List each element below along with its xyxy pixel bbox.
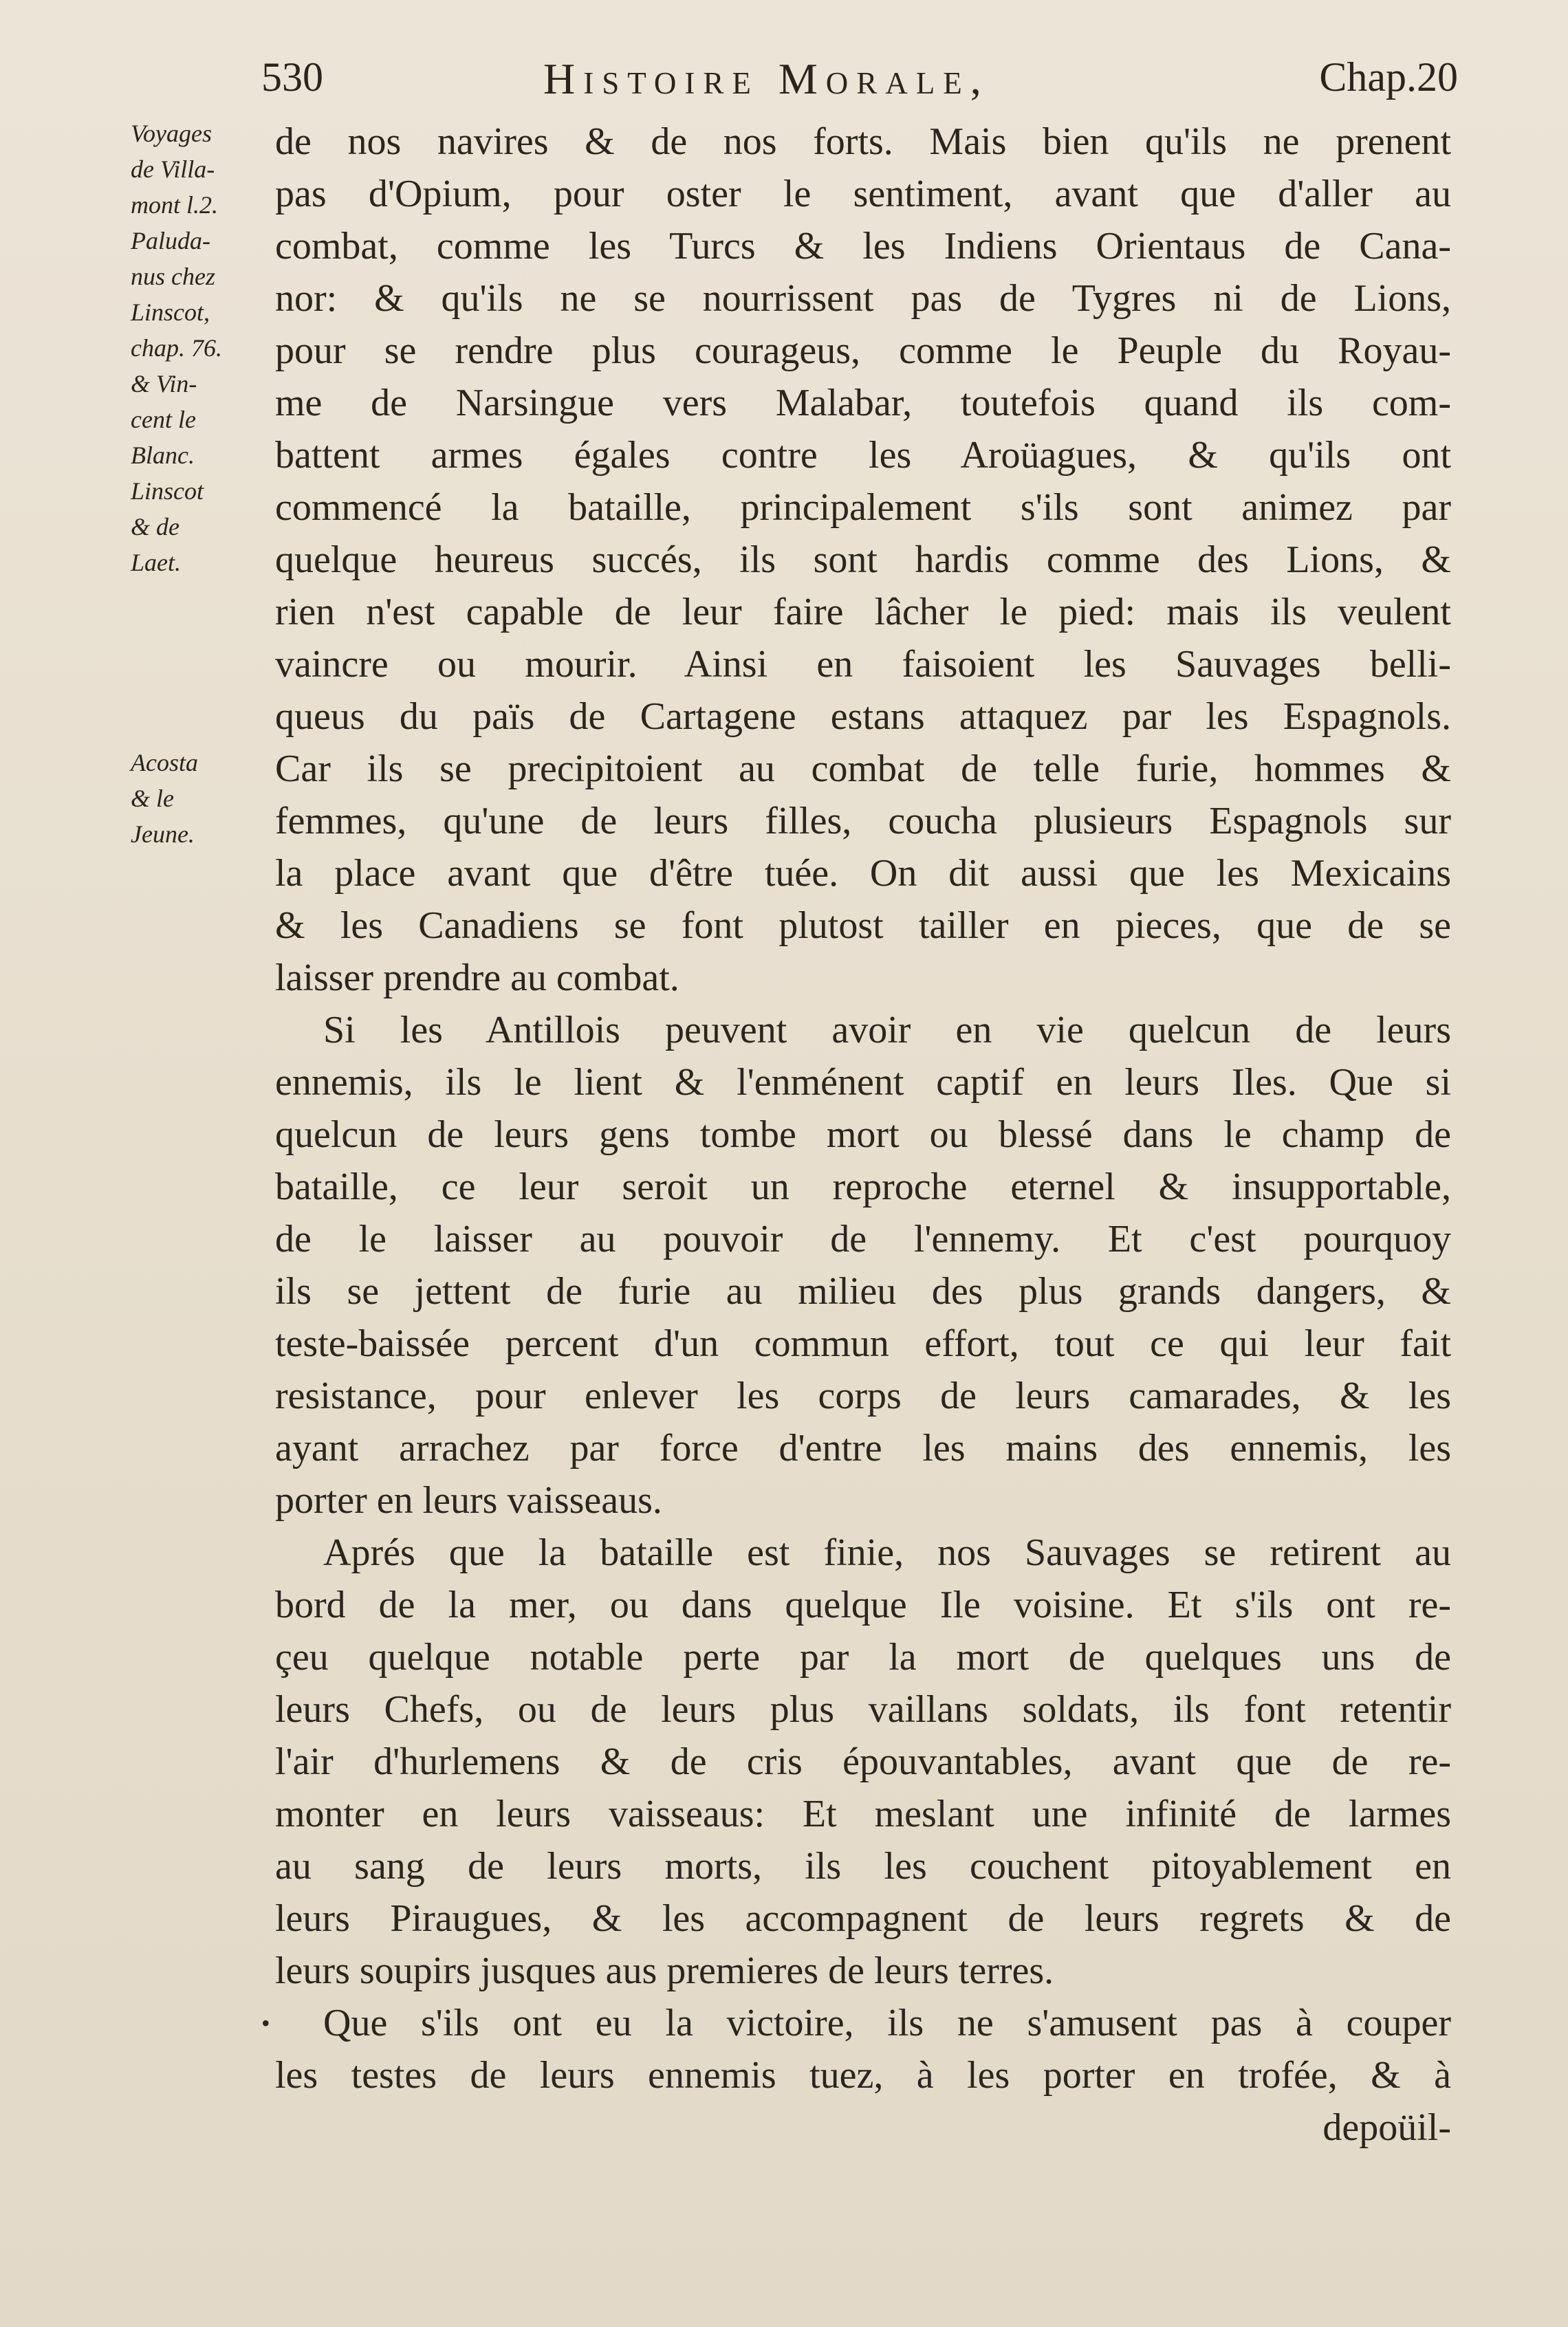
main-text-block (261, 116, 1451, 2154)
text-line: commencé la bataille, principalement s'ils sont animez par (275, 486, 1451, 529)
text-line: les testes de leurs ennemis tuez, à les porter en trofée, & à (275, 2054, 1451, 2097)
text-line: de le laisser au pouvoir de l'ennemy. Et c'est pourquoy (275, 1218, 1451, 1260)
text-line: Car ils se precipitoient au combat de telle furie, hommes & (275, 747, 1451, 790)
chapter-label: Chap.20 (1319, 54, 1458, 100)
running-title: Histoire Morale, (543, 54, 990, 103)
text-line: leurs Piraugues, & les accompagnent de leurs regrets & de (275, 1897, 1451, 1940)
text-line: laisser prendre au combat. (275, 957, 679, 999)
margin-note-acosta: Acosta & le Jeune. (131, 749, 198, 848)
text-line: leurs Chefs, ou de leurs plus vaillans soldats, ils font retentir (275, 1688, 1451, 1731)
text-line: femmes, qu'une de leurs filles, coucha plusieurs Espagnols sur (275, 800, 1451, 842)
text-line: Si les Antillois peuvent avoir en vie quelcun de leurs (323, 1009, 1451, 1051)
text-line: bord de la mer, ou dans quelque Ile voisine. Et s'ils ont re- (275, 1584, 1451, 1626)
text-line: ennemis, ils le lient & l'enménent captif en leurs Iles. Que si (275, 1061, 1451, 1104)
text-line: rien n'est capable de leur faire lâcher le pied: mais ils veulent (275, 591, 1451, 633)
catchword: depoüil- (1322, 2106, 1451, 2149)
text-line: l'air d'hurlemens & de cris épouvantables, avant que de re- (275, 1740, 1451, 1783)
text-line: çeu quelque notable perte par la mort de quelques uns de (275, 1636, 1451, 1679)
text-line: combat, comme les Turcs & les Indiens Orientaus de Cana- (275, 225, 1451, 267)
text-line: teste-baissée percent d'un commun effort, tout ce qui leur fait (275, 1322, 1451, 1365)
text-line: au sang de leurs morts, ils les couchent pitoyablement en (275, 1845, 1451, 1888)
text-line: ils se jettent de furie au milieu des plus grands dangers, & (275, 1270, 1451, 1313)
text-line: quelque heureus succés, ils sont hardis comme des Lions, & (275, 538, 1451, 581)
text-line: la place avant que d'être tuée. On dit aussi que les Mexicains (275, 852, 1451, 895)
text-line: battent armes égales contre les Aroüagues, & qu'ils ont (275, 434, 1451, 477)
paragraph-bullet: • (261, 2009, 270, 2037)
text-line: & les Canadiens se font plutost tailler en pieces, que de se (275, 904, 1451, 947)
margin-note-voyages: Voyages de Villa- mont l.2. Paluda- nus chez Linscot, chap. 76. & Vin- cent le Blanc. Linscot & de Laet. (131, 120, 222, 576)
text-line: me de Narsingue vers Malabar, toutefois quand ils com- (275, 382, 1451, 424)
text-line: leurs soupirs jusques aus premieres de leurs terres. (275, 1949, 1054, 1992)
text-line: queus du païs de Cartagene estans attaquez par les Espagnols. (275, 695, 1451, 738)
text-line: pas d'Opium, pour oster le sentiment, avant que d'aller au (275, 173, 1451, 215)
page-number: 530 (261, 54, 323, 100)
text-line: ayant arrachez par force d'entre les mains des ennemis, les (275, 1427, 1451, 1470)
text-line: monter en leurs vaisseaus: Et meslant une infinité de larmes (275, 1793, 1451, 1835)
page-header (261, 54, 1458, 116)
text-line: bataille, ce leur seroit un reproche eternel & insupportable, (275, 1166, 1451, 1208)
text-line: Aprés que la bataille est finie, nos Sauvages se retirent au (323, 1531, 1451, 1574)
text-line-content: Que s'ils ont eu la victoire, ils ne s'amusent pas à couper (323, 2002, 1451, 2044)
text-line: pour se rendre plus courageus, comme le Peuple du Royau- (275, 329, 1451, 372)
text-line: resistance, pour enlever les corps de leurs camarades, & les (275, 1375, 1451, 1417)
text-line: porter en leurs vaisseaus. (275, 1479, 662, 1522)
text-line: nor: & qu'ils ne se nourrissent pas de Tygres ni de Lions, (275, 277, 1451, 320)
text-line: quelcun de leurs gens tombe mort ou blessé dans le champ de (275, 1113, 1451, 1156)
text-line: de nos navires & de nos forts. Mais bien qu'ils ne prenent (275, 120, 1451, 163)
text-line: vaincre ou mourir. Ainsi en faisoient les Sauvages belli- (275, 643, 1451, 686)
text-line (261, 1997, 1451, 2049)
